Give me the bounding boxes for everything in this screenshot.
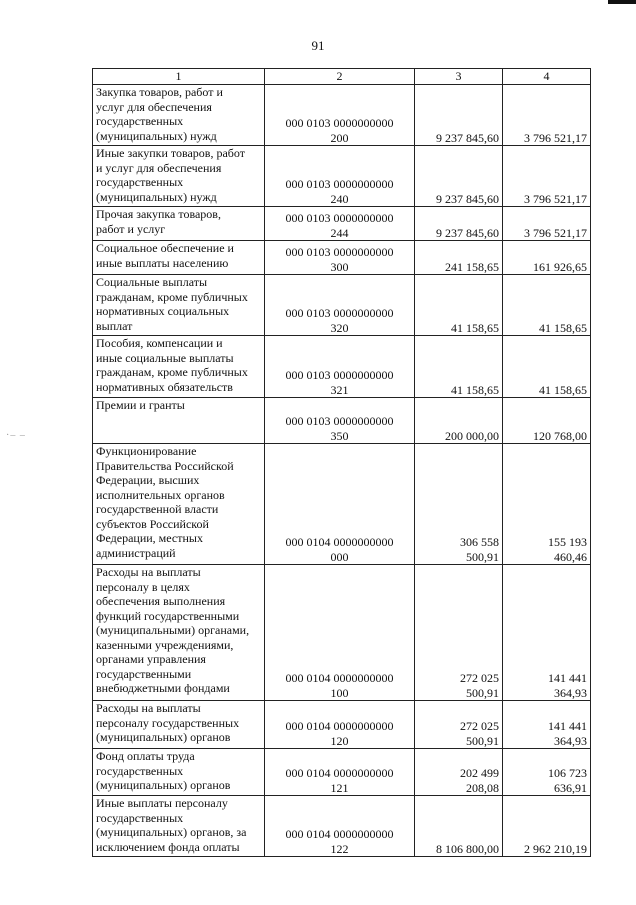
row-executed: 3 796 521,17	[524, 191, 587, 206]
row-amount-cell	[415, 796, 503, 857]
row-code-cell	[265, 85, 415, 146]
column-header-3: 3	[415, 69, 503, 85]
column-header-2: 2	[265, 69, 415, 85]
table-row	[93, 565, 591, 701]
row-name: Социальное обеспечение и иные выплаты населению	[96, 241, 234, 270]
row-code: 000 0103 0000000000 320	[285, 306, 394, 335]
row-executed: 120 768,00	[533, 428, 587, 443]
row-executed-cell	[503, 146, 591, 207]
row-executed: 155 193 460,46	[548, 535, 587, 564]
row-amount: 9 237 845,60	[436, 130, 499, 145]
row-executed: 3 796 521,17	[524, 225, 587, 240]
budget-table	[92, 68, 591, 857]
row-executed: 41 158,65	[539, 382, 587, 397]
row-amount-cell	[415, 241, 503, 275]
row-name: Функционирование Правительства Российской Федерации, высших исполнительных органов государственной власти субъектов Российской Федерации, местных администраций	[96, 444, 234, 560]
row-executed-cell	[503, 701, 591, 749]
table-row	[93, 207, 591, 241]
row-name: Иные закупки товаров, работ и услуг для обеспечения государственных (муниципальных) нужд	[96, 146, 245, 204]
row-name-cell	[93, 146, 265, 207]
row-code: 000 0104 0000000000 122	[285, 827, 394, 856]
row-name-cell	[93, 241, 265, 275]
row-code-cell	[265, 275, 415, 336]
row-executed: 161 926,65	[533, 259, 587, 274]
row-amount: 200 000,00	[445, 428, 499, 443]
row-name-cell	[93, 444, 265, 565]
row-executed: 2 962 210,19	[524, 841, 587, 856]
row-name: Фонд оплаты труда государственных (муниципальных) органов	[96, 749, 231, 792]
row-amount: 9 237 845,60	[436, 225, 499, 240]
row-executed-cell	[503, 85, 591, 146]
row-amount: 306 558 500,91	[460, 535, 499, 564]
row-name-cell	[93, 749, 265, 796]
row-name: Премии и гранты	[96, 398, 185, 412]
table-row	[93, 146, 591, 207]
row-executed-cell	[503, 336, 591, 398]
column-header-4: 4	[503, 69, 591, 85]
scan-margin-mark: ·‒ ‒	[6, 430, 26, 441]
row-executed-cell	[503, 749, 591, 796]
row-amount: 8 106 800,00	[436, 841, 499, 856]
table-row	[93, 275, 591, 336]
row-code-cell	[265, 565, 415, 701]
column-header-1: 1	[93, 69, 265, 85]
row-name: Иные выплаты персоналу государственных (муниципальных) органов, за исключением фонда оплаты	[96, 796, 247, 854]
row-name: Расходы на выплаты персоналу в целях обеспечения выполнения функций государственными (муниципальными) органами, казенными учреждениями, органами управления государственными внебюджетными фондами	[96, 565, 250, 695]
row-code-cell	[265, 146, 415, 207]
row-executed-cell	[503, 444, 591, 565]
row-amount-cell	[415, 207, 503, 241]
row-executed-cell	[503, 398, 591, 444]
row-amount: 41 158,65	[451, 382, 499, 397]
row-code: 000 0103 0000000000 244	[285, 211, 394, 240]
row-name: Социальные выплаты гражданам, кроме публичных нормативных социальных выплат	[96, 275, 248, 333]
table-row	[93, 749, 591, 796]
row-executed-cell	[503, 275, 591, 336]
row-amount-cell	[415, 398, 503, 444]
row-name: Пособия, компенсации и иные социальные выплаты гражданам, кроме публичных нормативных обязательств	[96, 336, 248, 394]
row-amount-cell	[415, 336, 503, 398]
row-name-cell	[93, 398, 265, 444]
row-name-cell	[93, 796, 265, 857]
row-name-cell	[93, 275, 265, 336]
row-amount-cell	[415, 701, 503, 749]
row-name-cell	[93, 336, 265, 398]
row-amount: 272 025 500,91	[460, 719, 499, 748]
row-code-cell	[265, 398, 415, 444]
row-executed: 106 723 636,91	[548, 766, 587, 795]
row-amount: 9 237 845,60	[436, 191, 499, 206]
row-executed-cell	[503, 796, 591, 857]
row-amount: 41 158,65	[451, 320, 499, 335]
row-code-cell	[265, 241, 415, 275]
row-executed: 141 441 364,93	[548, 719, 587, 748]
row-code-cell	[265, 796, 415, 857]
row-name: Прочая закупка товаров, работ и услуг	[96, 207, 221, 236]
row-code: 000 0103 0000000000 200	[285, 116, 394, 145]
table-row	[93, 336, 591, 398]
row-executed: 3 796 521,17	[524, 130, 587, 145]
row-executed-cell	[503, 207, 591, 241]
row-amount-cell	[415, 146, 503, 207]
row-amount-cell	[415, 749, 503, 796]
row-name: Расходы на выплаты персоналу государственных (муниципальных) органов	[96, 701, 240, 744]
row-name-cell	[93, 701, 265, 749]
row-executed: 41 158,65	[539, 320, 587, 335]
header-row	[93, 69, 591, 85]
row-code: 000 0104 0000000000 120	[285, 719, 394, 748]
row-executed: 141 441 364,93	[548, 671, 587, 700]
row-code-cell	[265, 207, 415, 241]
row-code-cell	[265, 444, 415, 565]
row-amount: 241 158,65	[445, 259, 499, 274]
row-code-cell	[265, 336, 415, 398]
table-row	[93, 85, 591, 146]
row-executed-cell	[503, 241, 591, 275]
page-number: 91	[311, 38, 325, 53]
row-code: 000 0103 0000000000 300	[285, 245, 394, 274]
row-name-cell	[93, 565, 265, 701]
row-code: 000 0104 0000000000 000	[285, 535, 394, 564]
row-amount-cell	[415, 275, 503, 336]
row-name: Закупка товаров, работ и услуг для обеспечения государственных (муниципальных) нужд	[96, 85, 223, 143]
table-row	[93, 398, 591, 444]
row-amount: 272 025 500,91	[460, 671, 499, 700]
row-code: 000 0103 0000000000 321	[285, 368, 394, 397]
row-code-cell	[265, 701, 415, 749]
table-row	[93, 241, 591, 275]
row-amount-cell	[415, 444, 503, 565]
table-row	[93, 796, 591, 857]
row-code: 000 0103 0000000000 350	[285, 414, 394, 443]
row-code: 000 0103 0000000000 240	[285, 177, 394, 206]
table-row	[93, 444, 591, 565]
row-name-cell	[93, 85, 265, 146]
row-amount-cell	[415, 565, 503, 701]
row-code: 000 0104 0000000000 100	[285, 671, 394, 700]
table-row	[93, 701, 591, 749]
row-code-cell	[265, 749, 415, 796]
row-name-cell	[93, 207, 265, 241]
row-executed-cell	[503, 565, 591, 701]
scan-corner-mark	[608, 0, 636, 4]
row-amount-cell	[415, 85, 503, 146]
row-amount: 202 499 208,08	[460, 766, 499, 795]
row-code: 000 0104 0000000000 121	[285, 766, 394, 795]
